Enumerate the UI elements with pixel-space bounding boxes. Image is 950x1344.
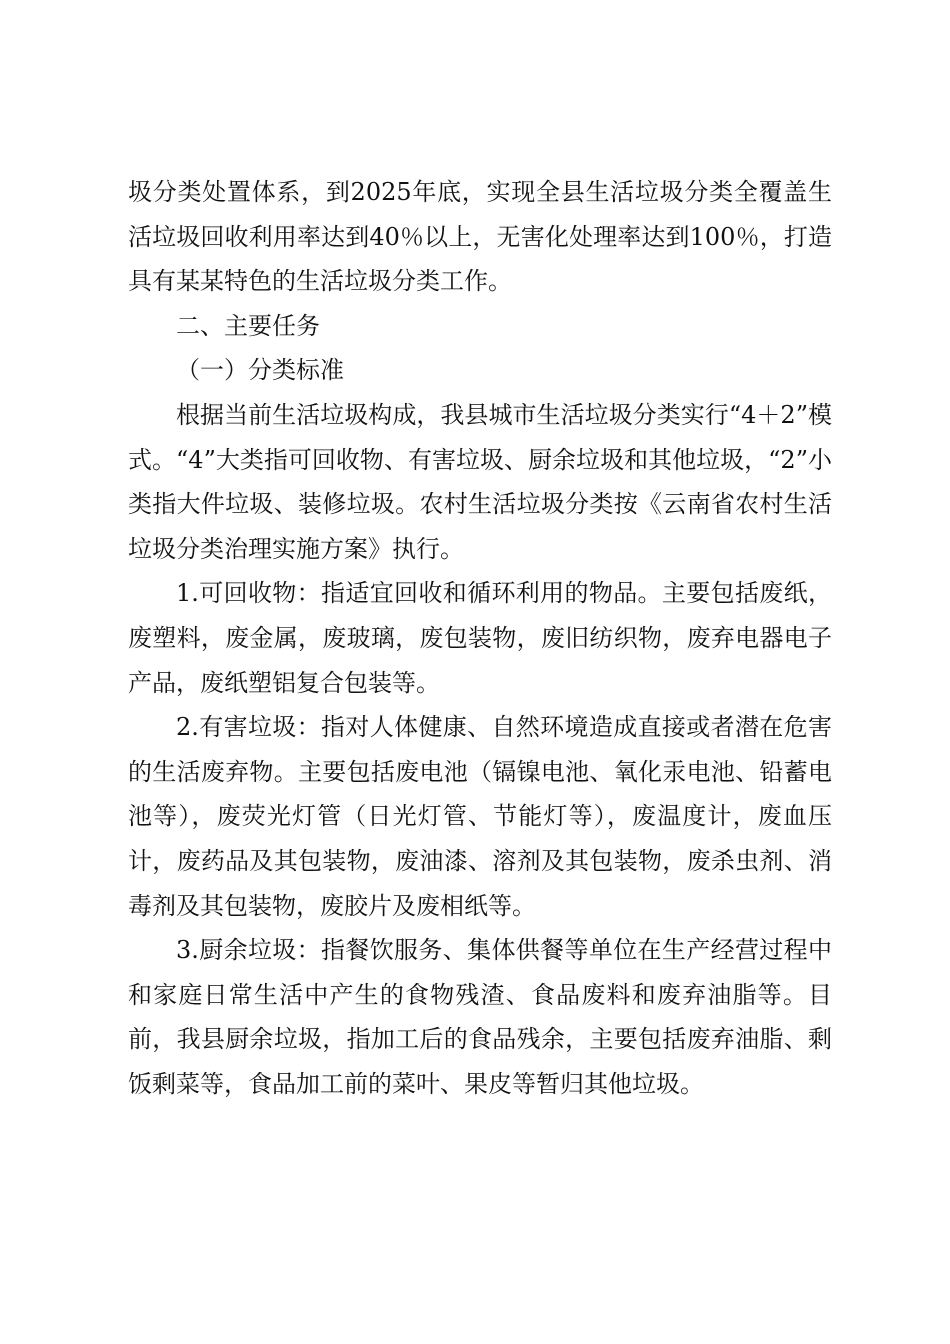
section-heading-main-tasks: 二、主要任务 — [176, 311, 320, 340]
paragraph-hazardous-waste: 2.有害垃圾：指对人体健康、自然环境造成直接或者潜在危害的生活废弃物。主要包括废电池（镉镍电池、氧化汞电池、铅蓄电池等），废荧光灯管（日光灯管、节能灯等），废温度计，废血压计，废药品及其包装物，废油漆、溶剂及其包装物，废杀虫剂、消毒剂及其包装物，废胶片及废相纸等。 — [128, 713, 832, 920]
subsection-heading-classification-standard: （一）分类标准 — [176, 356, 344, 385]
paragraph-classification-model: 根据当前生活垃圾构成，我县城市生活垃圾分类实行“4＋2”模式。“4”大类指可回收物、有害垃圾、厨余垃圾和其他垃圾，“2”小类指大件垃圾、装修垃圾。农村生活垃圾分类按《云南省农村生活垃圾分类治理实施方案》执行。 — [128, 400, 832, 563]
document-body — [128, 170, 832, 1106]
paragraph-kitchen-waste: 3.厨余垃圾：指餐饮服务、集体供餐等单位在生产经营过程中和家庭日常生活中产生的食物残渣、食品废料和废弃油脂等。目前，我县厨余垃圾，指加工后的食品残余，主要包括废弃油脂、剩饭剩菜等，食品加工前的菜叶、果皮等暂归其他垃圾。 — [128, 936, 832, 1098]
paragraph-goals: 圾分类处置体系，到2025年底，实现全县生活垃圾分类全覆盖生活垃圾回收利用率达到40％以上，无害化处理率达到100％，打造具有某某特色的生活垃圾分类工作。 — [128, 178, 832, 296]
paragraph-recyclables: 1.可回收物：指适宜回收和循环利用的物品。主要包括废纸，废塑料，废金属，废玻璃，废包装物，废旧纺织物，废弃电器电子产品，废纸塑铝复合包装等。 — [128, 579, 832, 697]
